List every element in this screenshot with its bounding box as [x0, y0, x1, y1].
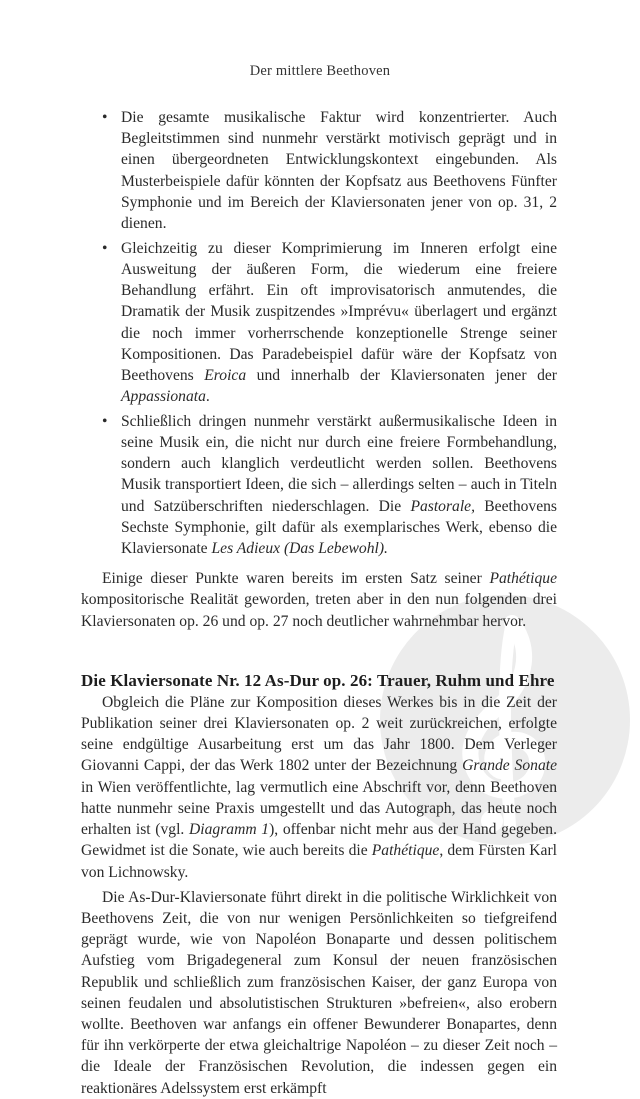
text-run: in Wien veröffentlichte, lag vermutlich eine Abschrift vor, denn Beethoven hatte nunmehr seine Praxis umgestellt und das Autograph, das heute noch erhalten ist (vgl.	[81, 778, 557, 839]
text-run: Schließlich dringen nunmehr verstärkt außermusikalische Ideen in seine Musik ein, die nicht nur durch eine freiere Formbehandlung, sondern auch klanglich verdeutlicht werden sollen. Beethovens Musik transportiert Ideen, die sich – allerdings selten – auch in Titeln und Satzüberschriften niederschlagen. Die	[121, 412, 557, 515]
paragraph	[81, 887, 557, 1099]
bullet-text	[121, 240, 557, 405]
text-run: , dem Fürsten Karl von Lichnowsky.	[81, 842, 557, 881]
italic-title: Pathétique	[371, 842, 440, 860]
italic-title: Eroica	[204, 366, 247, 384]
text-run: Gleichzeitig zu dieser Komprimierung im Inneren erfolgt eine Ausweitung der äußeren Form, die wiederum eine freiere Behandlung erfährt. Ein oft improvisatorisch anmutendes, die Dramatik der Musik zuspitzendes »Imprévu« überlagert und ergänzt die noch immer vorherrschende konzeptionelle Strenge seiner Kompositionen. Das Paradebeispiel dafür wäre der Kopfsatz von Beethovens	[121, 239, 557, 384]
bullet-icon: •	[102, 412, 108, 430]
italic-title: Les Adieux (Das Lebewohl).	[211, 540, 388, 558]
page-body	[81, 107, 557, 1099]
text-run: Obgleich die Pläne zur Komposition dieses Werkes bis in die Zeit der Publikation seiner drei Klaviersonaten op. 2 weit zurückreichen, erfolgte seine endgültige Ausarbeitung erst um das Jahr 1800. Dem Verleger Giovanni Cappi, der das Werk 1802 unter der Bezeichnung	[81, 693, 557, 775]
bullet-item	[81, 238, 557, 408]
paragraph	[81, 568, 557, 632]
text-run: Die As-Dur-Klaviersonate führt direkt in die politische Wirklichkeit von Beethovens Zeit, die von nur wenigen Persönlichkeiten so tiefgreifend geprägt wurde, wie von Napoléon Bonaparte und dessen politischem Aufstieg vom Brigadegeneral zum Konsul der neuen französischen Republik und schließlich zum französischen Kaiser, der ganz Europa von seinen feudalen und absolutistischen Strukturen »befreien«, also erobern wollte. Beethoven war anfangs ein offener Bewunderer Bonapartes, denn für ihn verkörperte der etwa gleichaltrige Napoléon – zu dieser Zeit noch – die Ideale der Französischen Revolution, die indessen gegen ein reaktionäres Adelssystem erst erkämpft	[81, 888, 557, 1097]
bullet-item	[81, 107, 557, 234]
text-run: und innerhalb der Klaviersonaten jener der	[246, 366, 557, 384]
section-heading: Die Klaviersonate Nr. 12 As-Dur op. 26: Trauer, Ruhm und Ehre	[81, 670, 555, 690]
text-run: Die gesamte musikalische Faktur wird konzentrierter. Auch Begleitstimmen sind nunmehr verstärkt motivisch geprägt und in einen übergeordneten Entwicklungskontext eingebunden. Als Musterbeispiele dafür könnten der Kopfsatz aus Beethovens Fünfter Symphonie und im Bereich der Klaviersonaten jener von op. 31, 2 dienen.	[121, 109, 557, 233]
running-head: Der mittlere Beethoven	[249, 63, 391, 79]
italic-title: Pathétique	[489, 570, 557, 588]
bullet-list	[81, 107, 557, 559]
text-run: kompositorische Realität geworden, treten aber in den nun folgenden drei Klaviersonaten op. 26 und op. 27 noch deutlicher wahrnehmbar hervor.	[81, 591, 557, 630]
italic-title: Pastorale,	[410, 497, 475, 515]
text-run: Einige dieser Punkte waren bereits im ersten Satz seiner	[102, 570, 490, 588]
text-run: ), offenbar nicht mehr aus der Hand gegeben. Gewidmet ist die Sonate, wie auch bereits die	[81, 821, 557, 860]
text-run: Beethovens Sechste Symphonie, gilt dafür als exemplarisches Werk, ebenso die Klaviersonate	[121, 497, 558, 558]
bullet-text	[121, 413, 557, 557]
text-run: .	[205, 388, 210, 406]
bullet-icon: •	[102, 109, 108, 126]
italic-title: Diagramm 1	[189, 821, 270, 839]
italic-title: Grande Sonate	[462, 757, 558, 775]
paragraph	[81, 692, 557, 883]
bullet-item	[81, 411, 557, 559]
bullet-icon: •	[102, 239, 108, 257]
bullet-text	[121, 109, 557, 232]
italic-title: Appassionata	[121, 388, 206, 406]
